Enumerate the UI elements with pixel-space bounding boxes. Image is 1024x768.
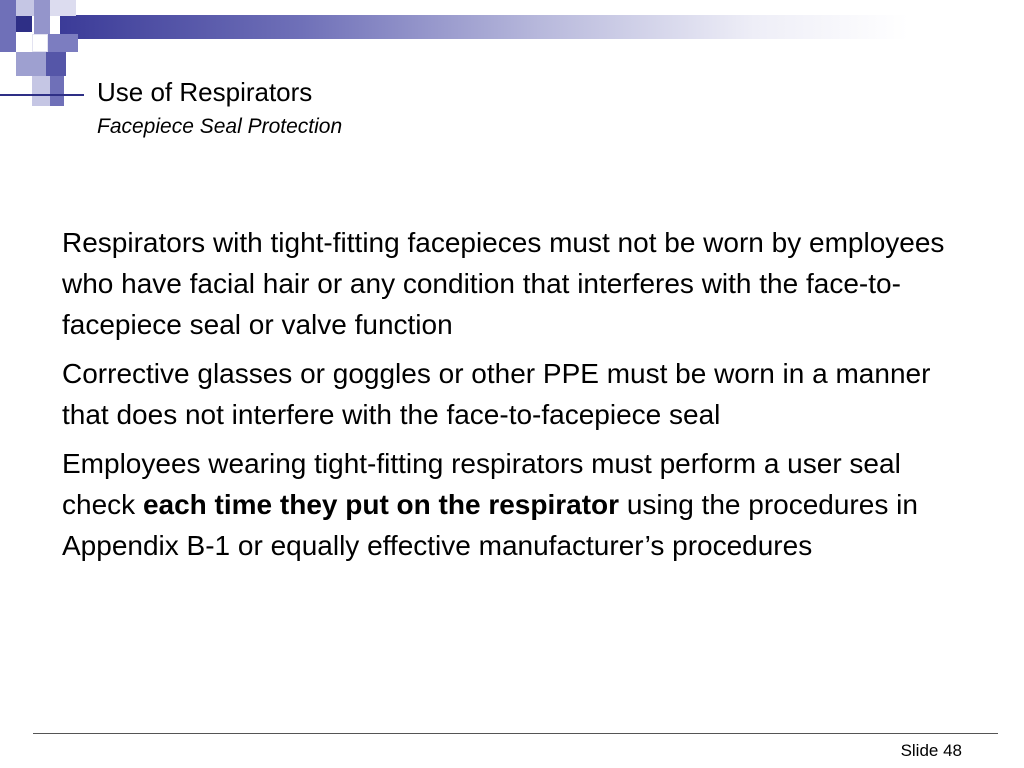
slide-body: [62, 222, 962, 574]
bullet-item: Corrective glasses or goggles or other PPE must be worn in a manner that does not interfere with the face-to-facepiece seal: [62, 358, 931, 430]
title-underline: [0, 94, 84, 96]
bullet-item: [62, 443, 962, 566]
slide-subtitle: Facepiece Seal Protection: [97, 115, 343, 138]
slide-number: Slide 48: [900, 741, 962, 760]
slide-title: Use of Respirators: [97, 77, 313, 107]
bullet-text: using the procedures in Appendix B-1 or equally effective manufacturer’s procedures: [62, 489, 918, 561]
bullet-emphasis: each time they put on the respirator: [142, 489, 620, 520]
bullet-item: Respirators with tight-fitting facepieces must not be worn by employees who have facial hair or any condition that interferes with the face-to-facepiece seal or valve function: [62, 227, 945, 340]
footer-rule: [33, 733, 998, 734]
header-gradient-bar: [60, 15, 1024, 39]
bullet-text: Employees wearing tight-fitting respirators must perform a user seal check: [62, 448, 901, 520]
